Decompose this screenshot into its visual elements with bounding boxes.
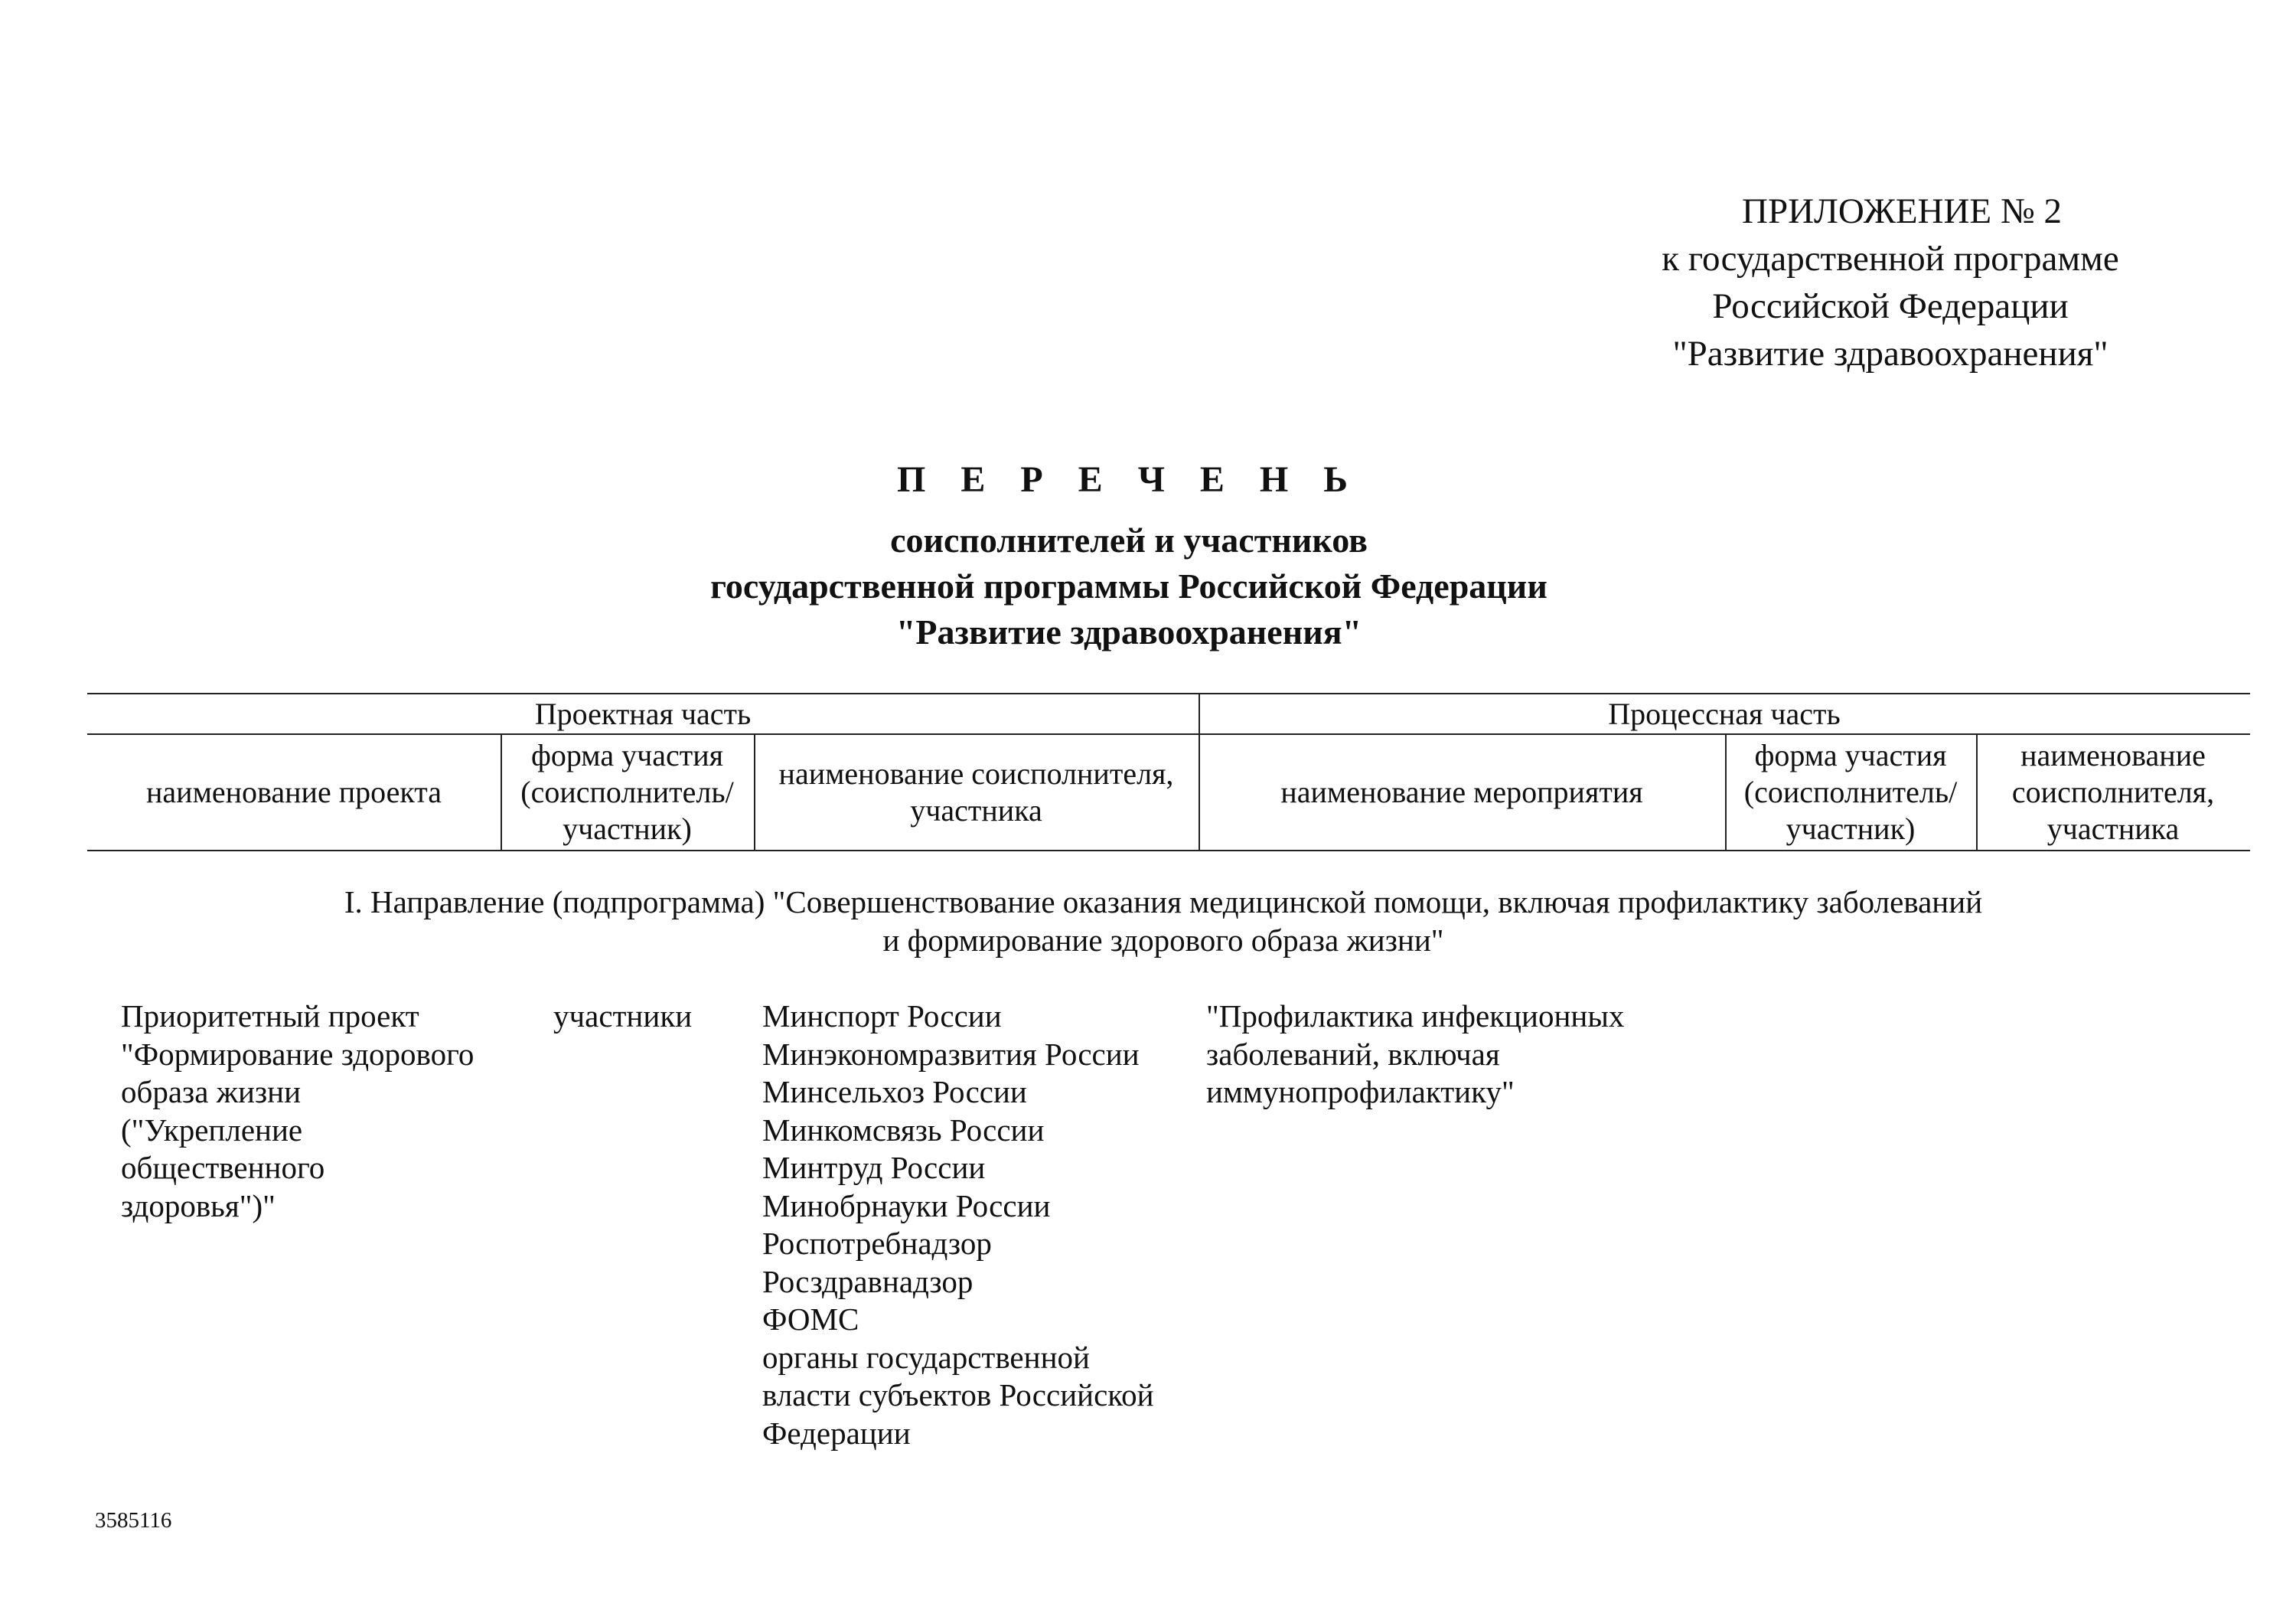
participant-item: Федерации bbox=[762, 1415, 911, 1451]
activity-name-cell bbox=[1206, 998, 1624, 1112]
project-name-line: Приоритетный проект bbox=[121, 998, 419, 1034]
column-header-participation-form-process: форма участия (соисполнитель/ участник) bbox=[1743, 738, 1958, 846]
document-subtitle-line: государственной программы Российской Федерации bbox=[710, 567, 1548, 606]
participation-form-value: участники bbox=[553, 998, 693, 1034]
participant-item: Минэкономразвития России bbox=[762, 1036, 1140, 1072]
activity-name-line: иммунопрофилактику" bbox=[1206, 1074, 1515, 1109]
participation-form-cell bbox=[553, 998, 692, 1036]
appendix-line: к государственной программе bbox=[1662, 239, 2119, 279]
participant-item: ФОМС bbox=[762, 1301, 859, 1337]
participants-cell bbox=[762, 998, 1154, 1452]
participant-item: Роспотребнадзор bbox=[762, 1226, 992, 1261]
participant-item: Минспорт России bbox=[762, 998, 1002, 1034]
participant-item: Росздравнадзор bbox=[762, 1263, 974, 1299]
column-header-project-name: наименование проекта bbox=[146, 775, 442, 809]
document-title: П Е Р Е Ч Е Н Ь bbox=[897, 459, 1361, 500]
section-heading-line: I. Направление (подпрограмма) "Совершенствование оказания медицинской помощи, включая профилактику заболеваний bbox=[344, 884, 1983, 919]
appendix-line: "Развитие здравоохранения" bbox=[1672, 334, 2108, 374]
participant-item: Минсельхоз России bbox=[762, 1074, 1027, 1109]
participant-item: власти субъектов Российской bbox=[762, 1377, 1154, 1412]
project-name-line: "Формирование здорового bbox=[121, 1036, 475, 1072]
participant-item: органы государственной bbox=[762, 1339, 1090, 1375]
table-header bbox=[87, 693, 2250, 851]
project-name-cell bbox=[121, 998, 474, 1225]
document-code: 3585116 bbox=[95, 1508, 172, 1533]
column-header-participation-form: форма участия (соисполнитель/ участник) bbox=[520, 738, 734, 846]
column-header-activity-name: наименование мероприятия bbox=[1280, 775, 1643, 809]
activity-name-line: "Профилактика инфекционных bbox=[1206, 998, 1625, 1034]
project-name-line: здоровья")" bbox=[121, 1187, 276, 1223]
appendix-number: ПРИЛОЖЕНИЕ № 2 bbox=[1742, 191, 2062, 231]
group-header-process: Процессная часть bbox=[1608, 696, 1841, 731]
table-bottom-rule bbox=[87, 850, 2250, 851]
document-heading bbox=[536, 453, 1722, 655]
section-heading-line: и формирование здорового образа жизни" bbox=[882, 923, 1444, 958]
project-name-line: общественного bbox=[121, 1150, 325, 1185]
project-name-line: образа жизни bbox=[121, 1074, 302, 1109]
activity-name-line: заболеваний, включая bbox=[1206, 1036, 1500, 1072]
column-header-coexecutor-name-process: наименование соисполнителя, участника bbox=[2011, 738, 2215, 846]
appendix-line: Российской Федерации bbox=[1712, 286, 2069, 326]
column-header-coexecutor-name: наименование соисполнителя, участника bbox=[778, 756, 1174, 828]
document-subtitle-line: "Развитие здравоохранения" bbox=[895, 612, 1362, 651]
project-name-line: ("Укрепление bbox=[121, 1112, 303, 1148]
section-heading bbox=[230, 883, 2097, 959]
group-header-project: Проектная часть bbox=[534, 696, 752, 731]
participant-item: Минкомсвязь России bbox=[762, 1112, 1045, 1148]
participant-item: Минобрнауки России bbox=[762, 1187, 1051, 1223]
participant-item: Минтруд России bbox=[762, 1150, 986, 1185]
document-subtitle-line: соисполнителей и участников bbox=[890, 521, 1368, 560]
appendix-block bbox=[1577, 188, 2204, 377]
